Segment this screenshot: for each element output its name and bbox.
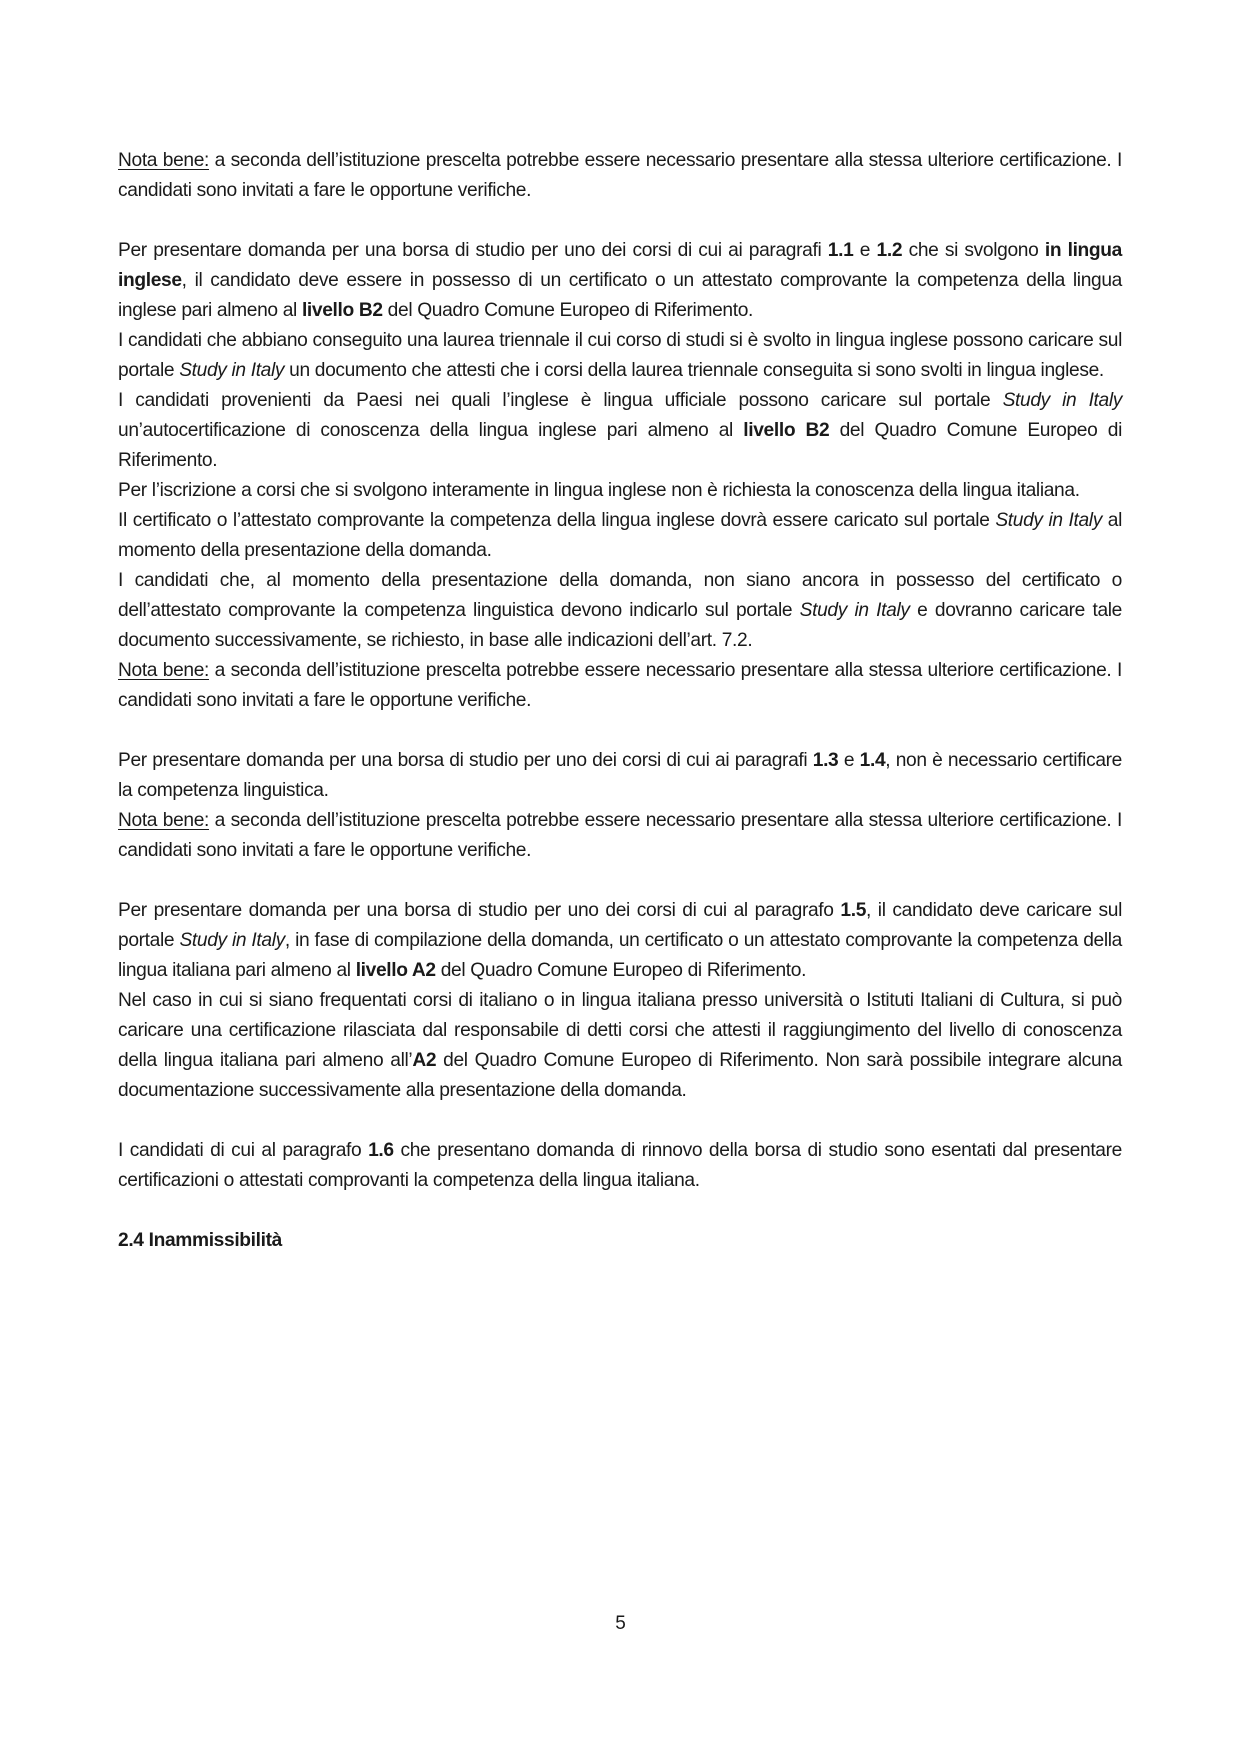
- text-run: del Quadro Comune Europeo di Riferimento. Non sarà possibile integrare alcuna documentazione successivamente alla presentazione della domanda.: [118, 1050, 1122, 1101]
- paragraph: [118, 1136, 1122, 1196]
- text-run: un’autocertificazione di conoscenza della lingua inglese pari almeno al: [118, 420, 744, 441]
- text-run: che si svolgono: [902, 240, 1045, 261]
- bold-text: 1.3: [812, 750, 839, 771]
- underlined-label: Nota bene:: [118, 150, 210, 171]
- page-number: 5: [615, 1613, 626, 1634]
- bold-text: 1.6: [368, 1140, 394, 1161]
- paragraph: [118, 656, 1122, 716]
- text-run: I candidati che, al momento della presentazione della domanda, non siano ancora in possesso del certificato o dell’attestato comprovante la competenza linguistica devono indicarlo sul portale: [118, 570, 1122, 621]
- bold-text: 1.1: [827, 240, 854, 261]
- bold-text: 1.5: [840, 900, 867, 921]
- paragraph: [118, 506, 1122, 566]
- text-run: e: [838, 750, 860, 771]
- text-run: , il candidato deve essere in possesso di un certificato o un attestato comprovante la competenza della lingua inglese pari almeno al: [118, 270, 1122, 321]
- italic-text: Study in Italy: [799, 600, 910, 621]
- paragraph: [118, 806, 1122, 866]
- italic-text: Study in Italy: [179, 930, 285, 951]
- text-run: e dovranno caricare tale documento successivamente, se richiesto, in base alle indicazioni dell’art. 7.2.: [118, 600, 1123, 651]
- text-run: Il certificato o l’attestato comprovante la competenza della lingua inglese dovrà essere caricato sul portale: [118, 510, 996, 531]
- text-run: al momento della presentazione della domanda.: [118, 510, 1123, 561]
- text-run: , il candidato deve caricare sul portale: [118, 900, 1122, 951]
- paragraph: [118, 326, 1122, 386]
- paragraph: [118, 386, 1122, 476]
- bold-text: in lingua inglese: [118, 240, 1122, 291]
- text-run: , in fase di compilazione della domanda, un certificato o un attestato comprovante la competenza della lingua italiana pari almeno al: [118, 930, 1123, 981]
- paragraph: [118, 146, 1122, 206]
- text-run: Nel caso in cui si siano frequentati corsi di italiano o in lingua italiana presso università o Istituti Italiani di Cultura, si può caricare una certificazione rilasciata dal responsabile di detti corsi che attesti il raggiungimento del livello di conoscenza della lingua italiana pari almeno all’: [118, 990, 1122, 1071]
- text-run: e: [853, 240, 877, 261]
- paragraph: [118, 476, 1122, 506]
- italic-text: Study in Italy: [1002, 390, 1123, 411]
- text-run: , non è necessario certificare la competenza linguistica.: [118, 750, 1122, 801]
- section-heading: 2.4 Inammissibilità: [118, 1230, 282, 1251]
- bold-text: livello B2: [743, 420, 830, 441]
- paragraph: [118, 236, 1122, 326]
- text-run: a seconda dell’istituzione prescelta potrebbe essere necessario presentare alla stessa ulteriore certificazione. I candidati sono invitati a fare le opportune verifiche.: [118, 150, 1122, 201]
- paragraph: [118, 896, 1122, 986]
- underlined-label: Nota bene:: [118, 660, 210, 681]
- bold-text: livello A2: [355, 960, 436, 981]
- underlined-label: Nota bene:: [118, 810, 210, 831]
- text-run: Per presentare domanda per una borsa di studio per uno dei corsi di cui ai paragrafi: [118, 750, 813, 771]
- text-run: I candidati che abbiano conseguito una laurea triennale il cui corso di studi si è svolto in lingua inglese possono caricare sul portale: [118, 330, 1122, 381]
- paragraph: [118, 986, 1122, 1106]
- text-run: Per presentare domanda per una borsa di studio per uno dei corsi di cui al paragrafo: [118, 900, 841, 921]
- paragraph: [118, 746, 1122, 806]
- text-run: I candidati provenienti da Paesi nei quali l’inglese è lingua ufficiale possono caricare sul portale: [118, 390, 1003, 411]
- bold-text: 1.2: [876, 240, 903, 261]
- italic-text: Study in Italy: [179, 360, 285, 381]
- body-text: [118, 146, 1122, 1196]
- bold-text: 1.4: [859, 750, 886, 771]
- text-run: del Quadro Comune Europeo di Riferimento.: [382, 300, 754, 321]
- text-run: a seconda dell’istituzione prescelta potrebbe essere necessario presentare alla stessa ulteriore certificazione. I candidati sono invitati a fare le opportune verifiche.: [118, 660, 1122, 711]
- text-run: Per l’iscrizione a corsi che si svolgono interamente in lingua inglese non è richiesta la conoscenza della lingua italiana.: [118, 480, 1080, 501]
- text-run: un documento che attesti che i corsi della laurea triennale conseguita si sono svolti in lingua inglese.: [284, 360, 1104, 381]
- text-run: I candidati di cui al paragrafo: [118, 1140, 369, 1161]
- bold-text: livello B2: [301, 300, 383, 321]
- document-page: [118, 146, 1122, 1256]
- italic-text: Study in Italy: [995, 510, 1102, 531]
- paragraph: [118, 566, 1122, 656]
- text-run: a seconda dell’istituzione prescelta potrebbe essere necessario presentare alla stessa ulteriore certificazione. I candidati sono invitati a fare le opportune verifiche.: [118, 810, 1122, 861]
- bold-text: A2: [412, 1050, 437, 1071]
- text-run: che presentano domanda di rinnovo della borsa di studio sono esentati dal presentare certificazioni o attestati comprovanti la competenza della lingua italiana.: [118, 1140, 1122, 1191]
- text-run: Per presentare domanda per una borsa di studio per uno dei corsi di cui ai paragrafi: [118, 240, 828, 261]
- text-run: del Quadro Comune Europeo di Riferimento.: [118, 420, 1122, 471]
- text-run: del Quadro Comune Europeo di Riferimento.: [435, 960, 807, 981]
